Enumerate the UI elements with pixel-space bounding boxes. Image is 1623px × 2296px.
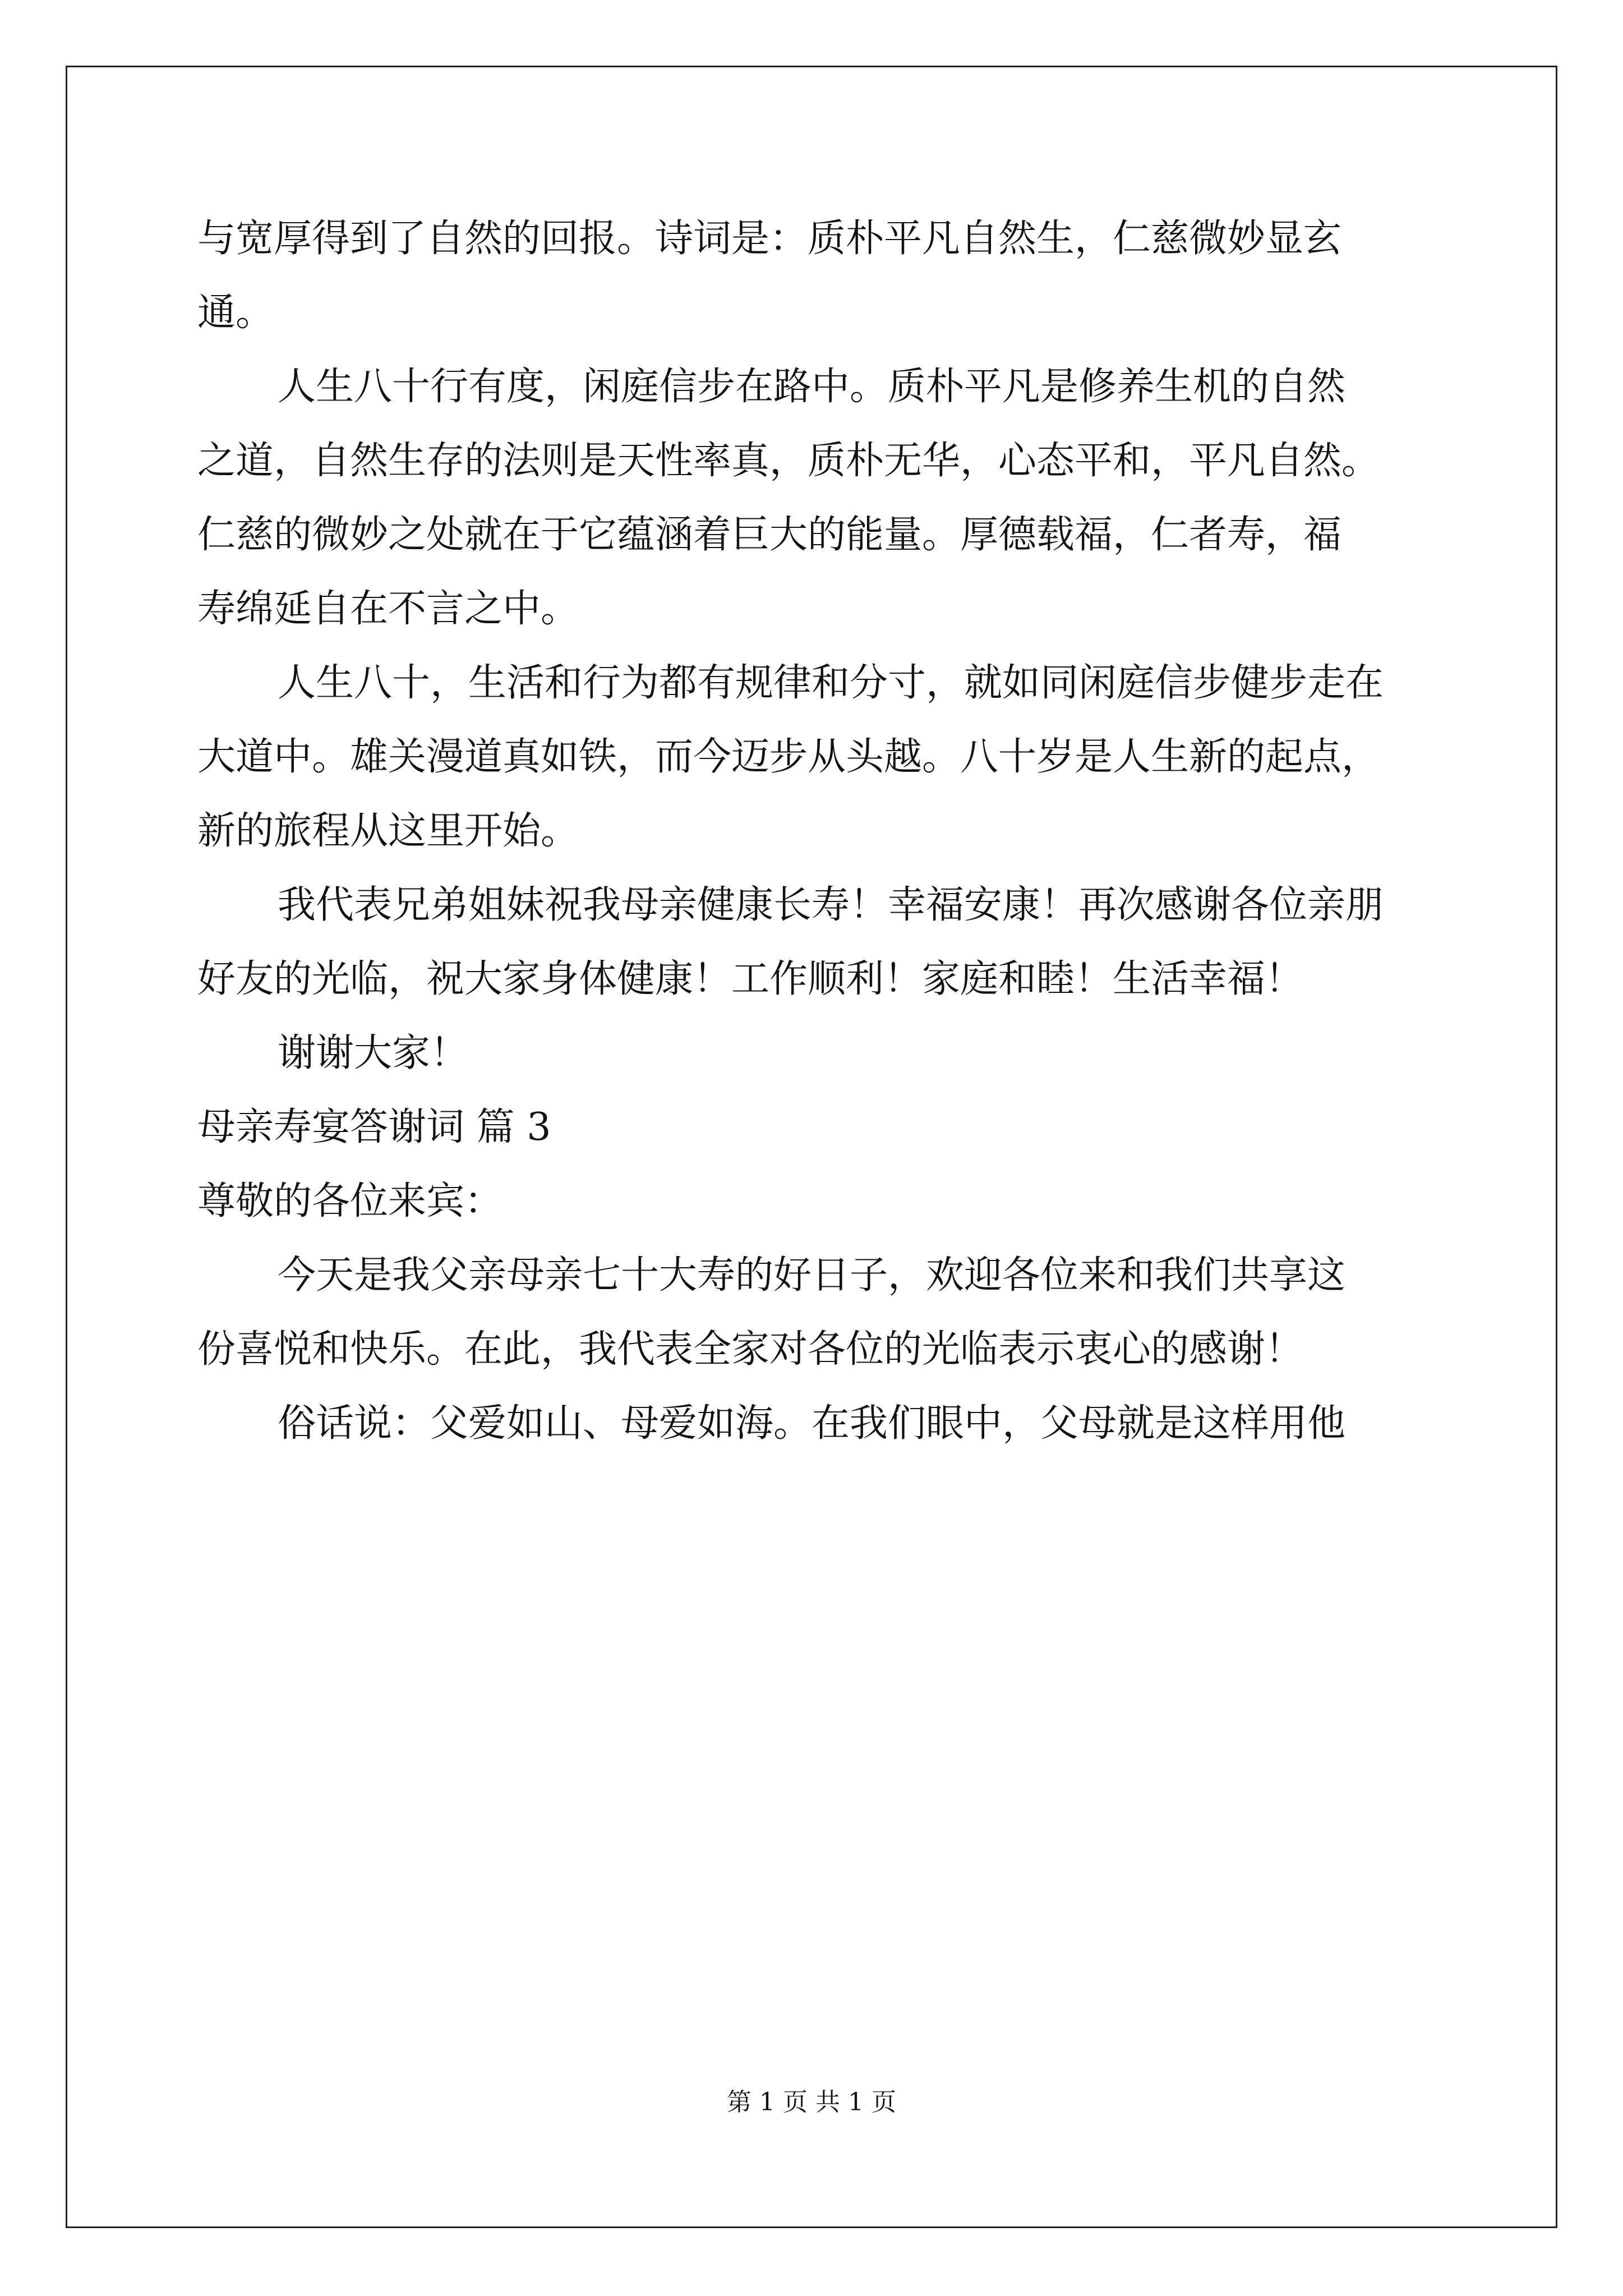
body-line: 新的旅程从这里开始。 [197,809,579,853]
body-line: 我代表兄弟姐妹祝我母亲健康长寿！幸福安康！再次感谢各位亲朋 [278,883,1384,927]
body-line: 与宽厚得到了自然的回报。诗词是：质朴平凡自然生，仁慈微妙显玄 [197,217,1342,261]
body-line: 之道，自然生存的法则是天性率真，质朴无华，心态平和，平凡自然。 [197,439,1380,483]
body-line: 大道中。雄关漫道真如铁，而今迈步从头越。八十岁是人生新的起点， [197,735,1380,779]
salutation: 尊敬的各位来宾： [197,1179,503,1223]
body-line: 仁慈的微妙之处就在于它蕴涵着巨大的能量。厚德载福，仁者寿，福 [197,513,1342,557]
body-line: 人生八十，生活和行为都有规律和分寸，就如同闲庭信步健步走在 [278,661,1384,705]
body-line: 俗话说：父爱如山、母爱如海。在我们眼中，父母就是这样用他 [278,1401,1346,1446]
body-line: 份喜悦和快乐。在此，我代表全家对各位的光临表示衷心的感谢！ [197,1327,1304,1372]
section-heading: 母亲寿宴答谢词 篇 3 [197,1105,551,1149]
page-footer: 第 1 页 共 1 页 [727,2088,896,2116]
body-line: 好友的光临，祝大家身体健康！工作顺利！家庭和睦！生活幸福！ [197,957,1304,1001]
body-line: 寿绵延自在不言之中。 [197,587,579,631]
body-line: 今天是我父亲母亲七十大寿的好日子，欢迎各位来和我们共享这 [278,1253,1346,1297]
body-line: 人生八十行有度，闲庭信步在路中。质朴平凡是修养生机的自然 [278,365,1346,409]
body-line: 通。 [197,291,274,335]
document-body [197,202,1431,1461]
body-line: 谢谢大家！ [278,1031,469,1075]
